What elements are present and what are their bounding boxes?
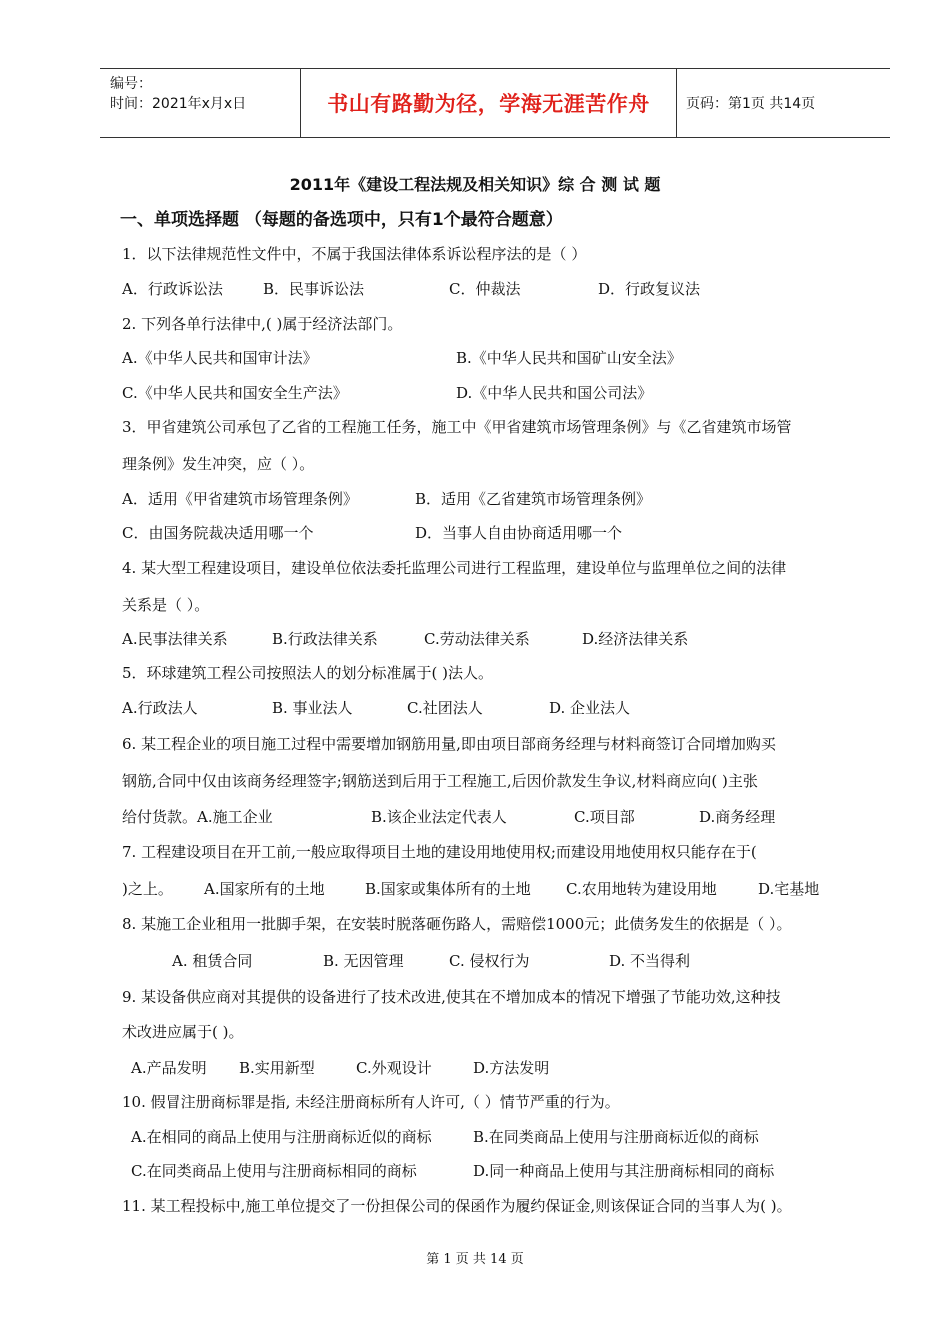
q3-option-d: D．当事人自由协商适用哪一个 xyxy=(415,524,623,542)
section-heading: 一、单项选择题 （每题的备选项中，只有1个最符合题意） xyxy=(120,210,563,230)
q8-option-a: A. 租赁合同 xyxy=(172,952,253,970)
motto-text: 书山有路勤为径，学海无涯苦作舟 xyxy=(327,92,650,116)
q6-option-b: B.该企业法定代表人 xyxy=(371,808,507,826)
question-4-line-1: 4. 某大型工程建设项目，建设单位依法委托监理公司进行工程监理，建设单位与监理单位之间的法律 xyxy=(122,559,787,577)
document-header xyxy=(100,68,890,138)
q1-option-b: B．民事诉讼法 xyxy=(263,280,365,298)
question-9-line-1: 9. 某设备供应商对其提供的设备进行了技术改进,使其在不增加成本的情况下增强了节能功效,这种技 xyxy=(122,988,781,1006)
q9-option-c: C.外观设计 xyxy=(356,1059,432,1077)
question-9-line-2: 术改进应属于( )。 xyxy=(122,1023,244,1041)
question-7-line-1: 7. 工程建设项目在开工前,一般应取得项目土地的建设用地使用权;而建设用地使用权只能存在于( xyxy=(122,843,757,861)
q7-option-d: D.宅基地 xyxy=(758,880,820,898)
question-5: 5．环球建筑工程公司按照法人的划分标准属于( )法人。 xyxy=(122,664,494,682)
question-6-line-3: 给付货款。A.施工企业 xyxy=(122,808,273,826)
q4-option-c: C.劳动法律关系 xyxy=(424,630,530,648)
q8-option-c: C. 侵权行为 xyxy=(449,952,530,970)
q10-option-d: D.同一种商品上使用与其注册商标相同的商标 xyxy=(473,1162,775,1180)
q9-option-b: B.实用新型 xyxy=(239,1059,315,1077)
question-4-line-2: 关系是（ ）。 xyxy=(122,596,210,614)
question-8: 8. 某施工企业租用一批脚手架，在安装时脱落砸伤路人，需赔偿1000元；此债务发生的依据是（ ）。 xyxy=(122,915,792,933)
q2-option-d: D.《中华人民共和国公司法》 xyxy=(456,384,653,402)
header-motto xyxy=(300,69,677,137)
q1-option-d: D．行政复议法 xyxy=(598,280,701,298)
time-label: 时间：2021年x月x日 xyxy=(110,96,247,112)
q7-option-c: C.农用地转为建设用地 xyxy=(566,880,717,898)
q4-option-b: B.行政法律关系 xyxy=(272,630,378,648)
q3-option-c: C．由国务院裁决适用哪一个 xyxy=(122,524,314,542)
page-footer: 第 1 页 共 14 页 xyxy=(426,1252,524,1267)
q10-option-c: C.在同类商品上使用与注册商标相同的商标 xyxy=(131,1162,417,1180)
q2-option-b: B.《中华人民共和国矿山安全法》 xyxy=(456,349,682,367)
question-3-line-1: 3．甲省建筑公司承包了乙省的工程施工任务，施工中《甲省建筑市场管理条例》与《乙省建筑市场管 xyxy=(122,418,792,436)
question-10: 10. 假冒注册商标罪是指, 未经注册商标所有人许可,（ ）情节严重的行为。 xyxy=(122,1093,620,1111)
q5-option-b: B. 事业法人 xyxy=(272,699,353,717)
document-title: 2011年《建设工程法规及相关知识》综 合 测 试 题 xyxy=(289,175,661,194)
question-2: 2. 下列各单行法律中,( )属于经济法部门。 xyxy=(122,315,403,333)
q10-option-b: B.在同类商品上使用与注册商标近似的商标 xyxy=(473,1128,759,1146)
header-meta xyxy=(100,69,300,137)
q4-option-d: D.经济法律关系 xyxy=(582,630,689,648)
question-6-line-2: 钢筋,合同中仅由该商务经理签字;钢筋送到后用于工程施工,后因价款发生争议,材料商应向( )主张 xyxy=(122,772,758,790)
q7-option-a: A.国家所有的土地 xyxy=(204,880,325,898)
q1-option-c: C．仲裁法 xyxy=(449,280,521,298)
question-6-line-1: 6. 某工程企业的项目施工过程中需要增加钢筋用量,即由项目部商务经理与材料商签订合同增加购买 xyxy=(122,735,776,753)
q6-option-c: C.项目部 xyxy=(574,808,635,826)
q10-option-a: A.在相同的商品上使用与注册商标近似的商标 xyxy=(131,1128,432,1146)
page-info: 页码：第1页 共14页 xyxy=(686,96,816,112)
q8-option-d: D. 不当得利 xyxy=(609,952,691,970)
q8-option-b: B. 无因管理 xyxy=(323,952,404,970)
q2-option-c: C.《中华人民共和国安全生产法》 xyxy=(122,384,348,402)
q3-option-b: B．适用《乙省建筑市场管理条例》 xyxy=(415,490,652,508)
q7-option-b: B.国家或集体所有的土地 xyxy=(365,880,531,898)
q1-option-a: A．行政诉讼法 xyxy=(122,280,223,298)
q9-option-a: A.产品发明 xyxy=(131,1059,207,1077)
question-7-line-2: )之上。 xyxy=(122,880,173,898)
q5-option-c: C.社团法人 xyxy=(407,699,483,717)
q6-option-d: D.商务经理 xyxy=(699,808,776,826)
number-label: 编号： xyxy=(110,76,152,92)
q3-option-a: A．适用《甲省建筑市场管理条例》 xyxy=(122,490,358,508)
question-1: 1．以下法律规范性文件中，不属于我国法律体系诉讼程序法的是（ ） xyxy=(122,245,587,263)
q9-option-d: D.方法发明 xyxy=(473,1059,550,1077)
question-11: 11. 某工程投标中,施工单位提交了一份担保公司的保函作为履约保证金,则该保证合同的当事人为( )。 xyxy=(122,1197,792,1215)
q2-option-a: A.《中华人民共和国审计法》 xyxy=(122,349,318,367)
q5-option-a: A.行政法人 xyxy=(122,699,198,717)
q5-option-d: D. 企业法人 xyxy=(549,699,631,717)
q4-option-a: A.民事法律关系 xyxy=(122,630,228,648)
question-3-line-2: 理条例》发生冲突，应（ ）。 xyxy=(122,455,315,473)
